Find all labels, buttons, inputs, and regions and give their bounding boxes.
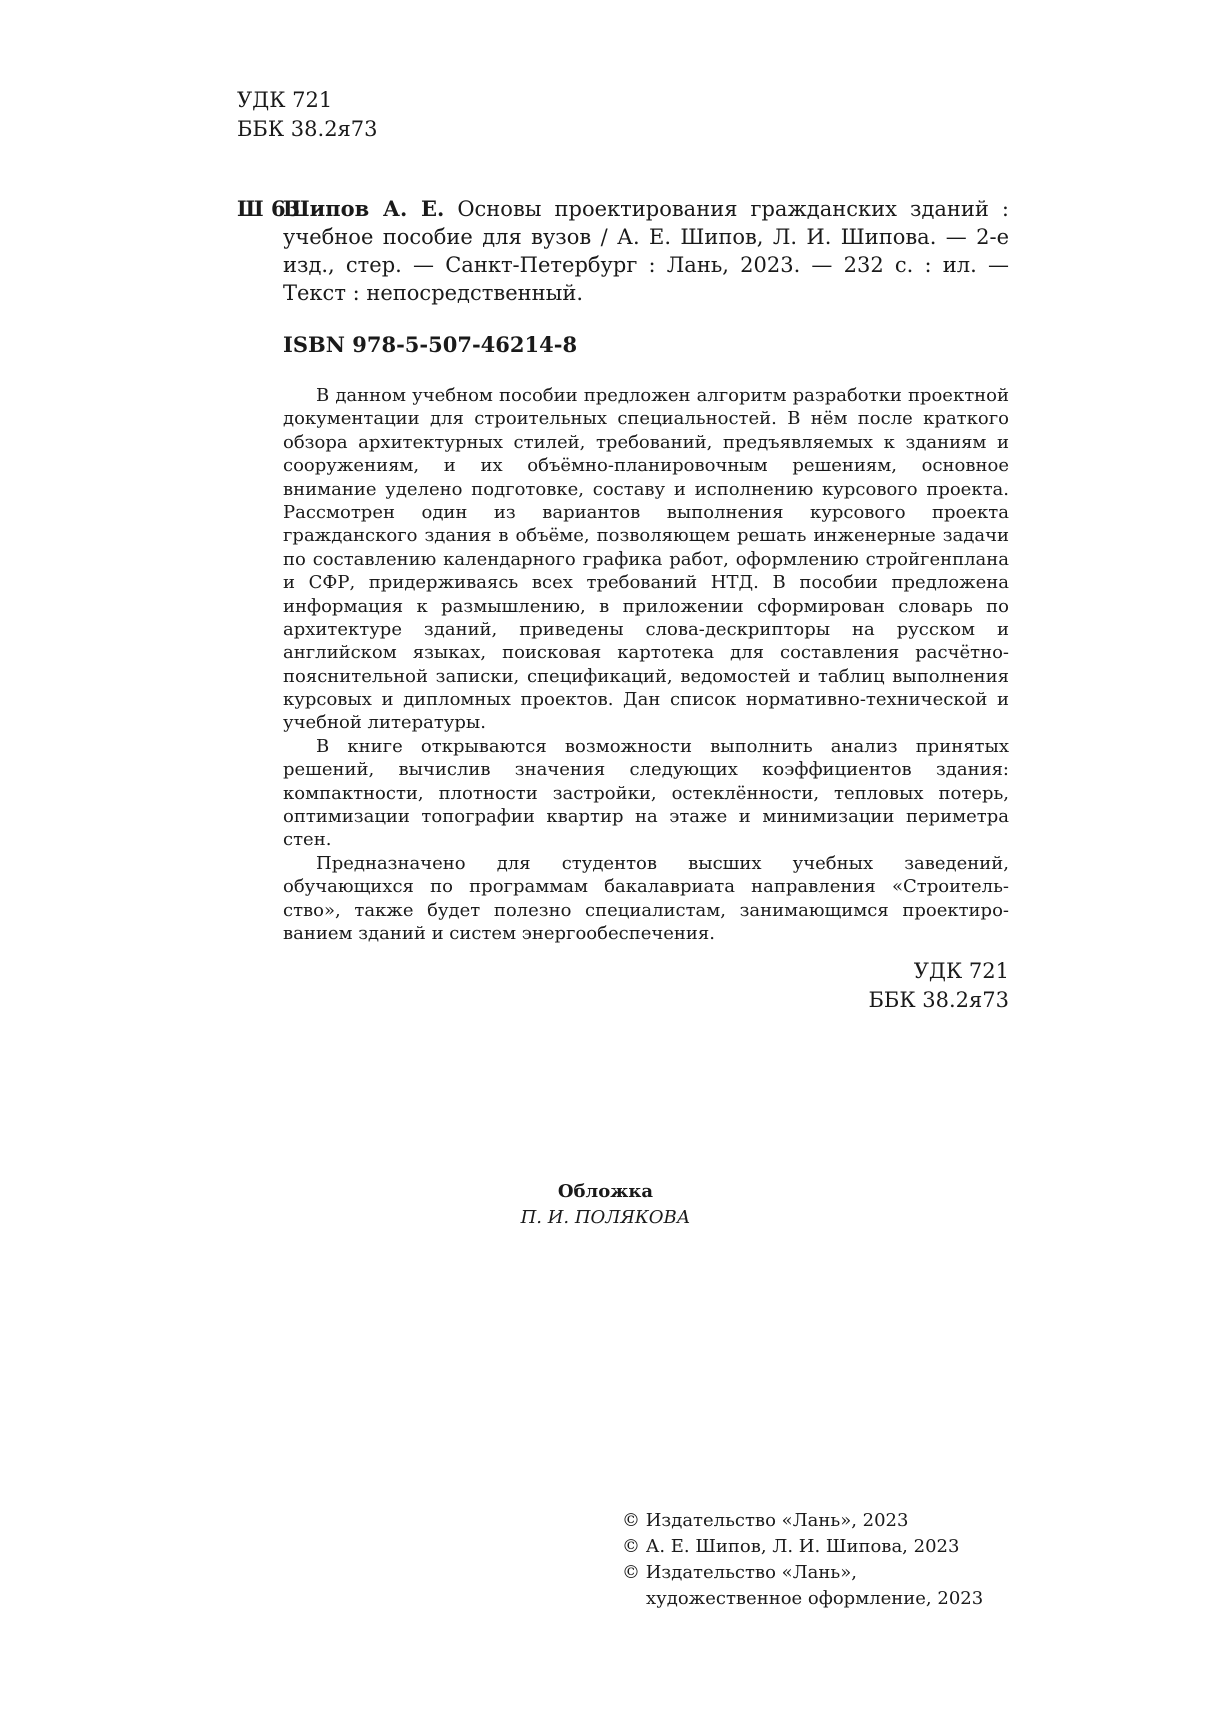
udk-code: УДК 721 [913, 959, 1009, 983]
copyright-line: © А. Е. Шипов, Л. И. Шипова, 2023 [622, 1536, 960, 1557]
abstract-line: внимание уделено подготовке, составу и исполнению курсового проекта. [283, 478, 1009, 500]
abstract-line: ство», также будет полезно специалистам, занимающимся проектиро- [283, 899, 1009, 921]
abstract-line: архитектуре зданий, приведены слова-дескрипторы на русском и [283, 618, 1009, 640]
abstract-line: по составлению календарного графика работ, оформлению стройгенплана [283, 548, 1009, 570]
abstract-line: компактности, плотности застройки, остеклённости, тепловых потерь, [283, 782, 1009, 804]
abstract-line: стен. [283, 829, 332, 851]
copyright-line: художественное оформление, 2023 [646, 1588, 984, 1609]
bibliographic-description [283, 195, 1009, 307]
abstract-line: Рассмотрен один из вариантов выполнения курсового проекта [283, 501, 1009, 523]
biblio-line-1 [283, 195, 1009, 223]
cover-designer: П. И. ПОЛЯКОВА [520, 1207, 691, 1228]
classification-codes-top [237, 86, 378, 144]
author-name: Шипов А. Е. [283, 196, 445, 221]
copyright-block [622, 1508, 983, 1612]
copyright-line: © Издательство «Лань», 2023 [622, 1510, 909, 1531]
biblio-line-3: изд., стер. — Санкт-Петербург : Лань, 2023. — 232 с. : ил. — [283, 253, 1009, 277]
classification-codes-bottom [760, 957, 1009, 1015]
abstract-line: оптимизации топографии квартир на этаже и минимизации периметра [283, 806, 1009, 828]
abstract-line: и СФР, придерживаясь всех требований НТД. В пособии предложена [283, 572, 1009, 594]
cover-credit [0, 1179, 1211, 1231]
abstract-line: гражданского здания в объёме, позволяющем решать инженерные задачи [283, 525, 1009, 547]
book-title: Основы проектирования гражданских зданий : [444, 197, 1010, 221]
author-mark-code: Ш 63 [237, 196, 301, 221]
abstract-line: Предназначено для студентов высших учебных заведений, [316, 852, 1009, 874]
abstract-line: решений, вычислив значения следующих коэффициентов здания: [283, 759, 1009, 781]
abstract-line: В данном учебном пособии предложен алгоритм разработки проектной [316, 385, 1009, 406]
abstract-line: обучающихся по программам бакалавриата направления «Строитель- [283, 876, 1009, 898]
copyright-line: © Издательство «Лань», [622, 1562, 857, 1583]
biblio-line-2: учебное пособие для вузов / А. Е. Шипов, Л. И. Шипова. — 2-е [283, 225, 1009, 249]
isbn: ISBN 978-5-507-46214-8 [283, 332, 578, 357]
bbk-code: ББК 38.2я73 [237, 117, 378, 141]
udk-code: УДК 721 [237, 88, 333, 112]
abstract-line: документации для строительных специальностей. В нём после краткого [283, 408, 1009, 430]
abstract-line: учебной литературы. [283, 712, 486, 734]
abstract [283, 384, 1009, 945]
abstract-line: ванием зданий и систем энергообеспечения. [283, 922, 715, 944]
cover-label: Обложка [557, 1181, 654, 1202]
biblio-line-4: Текст : непосредственный. [283, 281, 583, 305]
abstract-line: В книге открываются возможности выполнить анализ принятых [316, 735, 1009, 757]
abstract-line: информация к размышлению, в приложении сформирован словарь по [283, 595, 1009, 617]
bbk-code: ББК 38.2я73 [868, 988, 1009, 1012]
abstract-line: английском языках, поисковая картотека для составления расчётно- [283, 642, 1009, 664]
abstract-line: обзора архитектурных стилей, требований, предъявляемых к зданиям и [283, 431, 1009, 453]
bibliographic-record [237, 195, 1009, 307]
abstract-line: пояснительной записки, спецификаций, ведомостей и таблиц выполнения [283, 665, 1009, 687]
abstract-line: курсовых и дипломных проектов. Дан список нормативно-технической и [283, 689, 1009, 711]
abstract-line: сооружениям, и их объёмно-планировочным решениям, основное [283, 455, 1009, 477]
